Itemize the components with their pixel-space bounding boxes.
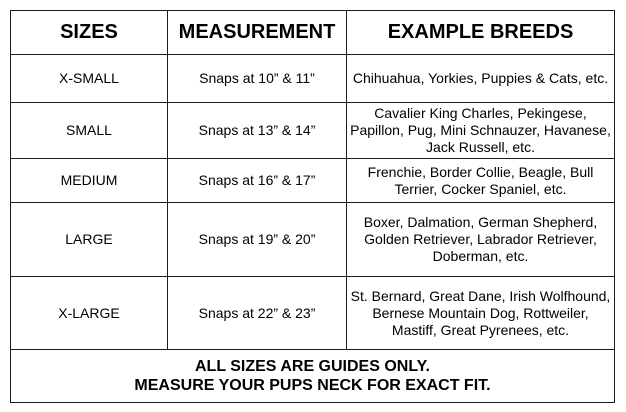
size-cell: LARGE bbox=[11, 203, 168, 277]
footer-note-line-2: MEASURE YOUR PUPS NECK FOR EXACT FIT. bbox=[134, 377, 491, 394]
size-cell: SMALL bbox=[11, 103, 168, 159]
breeds-cell: Boxer, Dalmation, German Shepherd, Golden Retriever, Labrador Retriever, Doberman, etc. bbox=[347, 203, 615, 277]
table-row bbox=[11, 55, 615, 103]
size-chart-table bbox=[10, 10, 615, 403]
footer-note bbox=[11, 350, 615, 403]
table-row bbox=[11, 103, 615, 159]
measurement-cell: Snaps at 13” & 14” bbox=[168, 103, 347, 159]
header-row bbox=[11, 11, 615, 55]
breeds-cell: Chihuahua, Yorkies, Puppies & Cats, etc. bbox=[347, 55, 615, 103]
table-row bbox=[11, 203, 615, 277]
header-measurement: MEASUREMENT bbox=[168, 11, 347, 55]
table-row bbox=[11, 277, 615, 350]
breeds-cell: Cavalier King Charles, Pekingese, Papillon, Pug, Mini Schnauzer, Havanese, Jack Russell, etc. bbox=[347, 103, 615, 159]
header-sizes: SIZES bbox=[11, 11, 168, 55]
measurement-cell: Snaps at 19” & 20” bbox=[168, 203, 347, 277]
size-cell: X-LARGE bbox=[11, 277, 168, 350]
measurement-cell: Snaps at 16” & 17” bbox=[168, 159, 347, 203]
measurement-cell: Snaps at 10” & 11” bbox=[168, 55, 347, 103]
breeds-cell: Frenchie, Border Collie, Beagle, Bull Terrier, Cocker Spaniel, etc. bbox=[347, 159, 615, 203]
measurement-cell: Snaps at 22” & 23” bbox=[168, 277, 347, 350]
table-row bbox=[11, 159, 615, 203]
footer-note-line-1: ALL SIZES ARE GUIDES ONLY. bbox=[194, 358, 430, 375]
size-cell: MEDIUM bbox=[11, 159, 168, 203]
header-example-breeds: EXAMPLE BREEDS bbox=[347, 11, 615, 55]
footer-row bbox=[11, 350, 615, 403]
size-cell: X-SMALL bbox=[11, 55, 168, 103]
breeds-cell: St. Bernard, Great Dane, Irish Wolfhound, Bernese Mountain Dog, Rottweiler, Mastiff, Great Pyrenees, etc. bbox=[347, 277, 615, 350]
